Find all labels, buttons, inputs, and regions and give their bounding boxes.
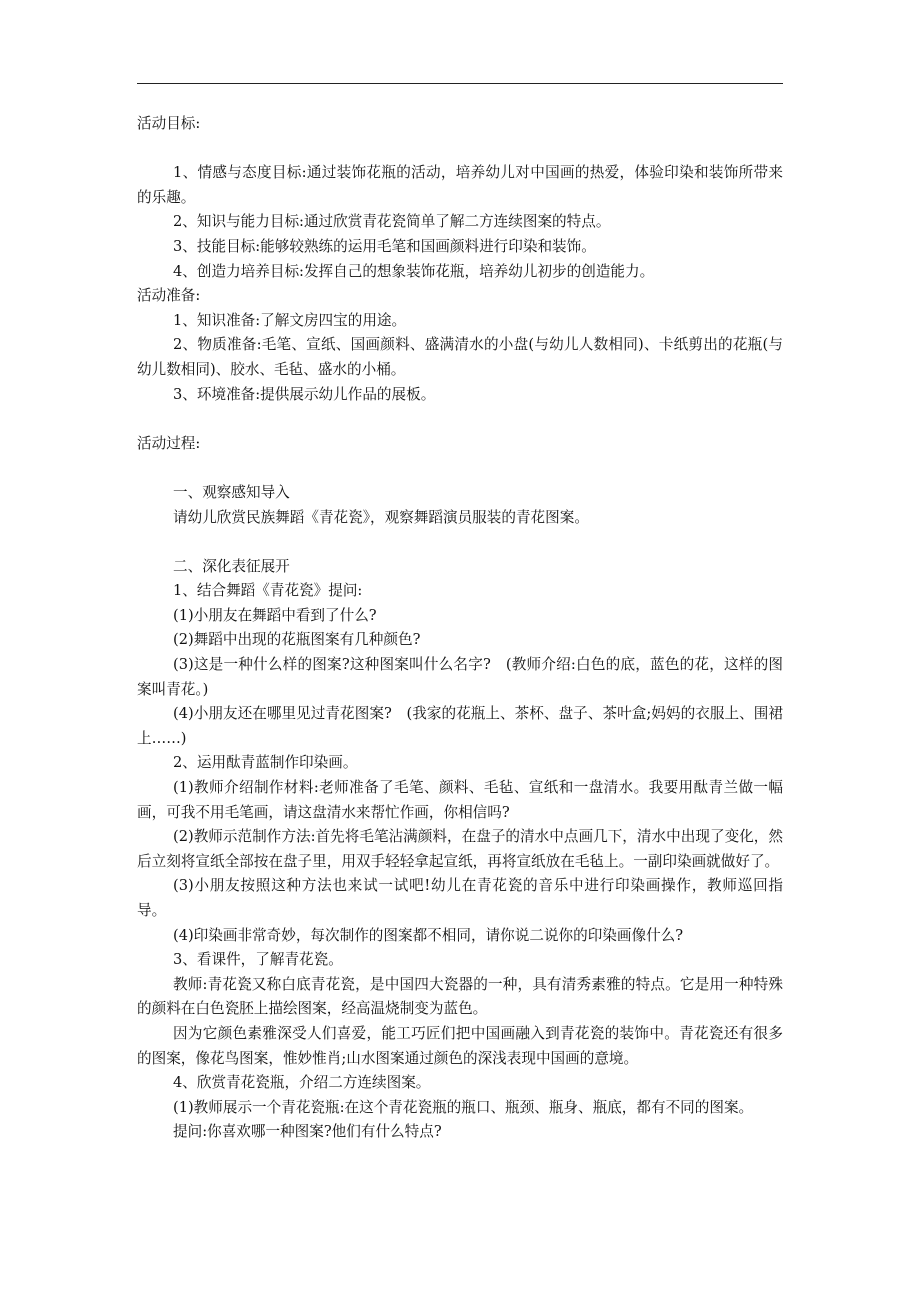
paragraph: (1)教师介绍制作材料:老师准备了毛笔、颜料、毛毡、宣纸和一盘清水。我要用酞青兰做一幅画，可我不用毛笔画，请这盘清水来帮忙作画，你相信吗? (137, 779, 783, 821)
goal-item: 2、知识与能力目标:通过欣赏青花瓷简单了解二方连续图案的特点。 (173, 213, 611, 231)
prep-item: 1、知识准备:了解文房四宝的用途。 (173, 311, 407, 329)
sub-heading: 2、运用酞青蓝制作印染画。 (173, 754, 358, 772)
question-item: (1)小朋友在舞蹈中看到了什么? (173, 606, 377, 624)
prep-item: 3、环境准备:提供展示幼儿作品的展板。 (173, 385, 436, 403)
sub-heading: 4、欣赏青花瓷瓶，介绍二方连续图案。 (173, 1074, 431, 1092)
prep-item: 2、物质准备:毛笔、宣纸、国画颜料、盛满清水的小盘(与幼儿人数相同)、卡纸剪出的花瓶(与幼儿数相同)、胶水、毛毡、盛水的小桶。 (137, 336, 783, 378)
section-heading-goals: 活动目标: (137, 115, 201, 132)
paragraph: (1)教师展示一个青花瓷瓶:在这个青花瓷瓶的瓶口、瓶颈、瓶身、瓶底，都有不同的图案。 (173, 1098, 754, 1116)
goal-item: 1、情感与态度目标:通过装饰花瓶的活动，培养幼儿对中国画的热爱，体验印染和装饰所带来的乐趣。 (137, 164, 783, 206)
section-heading-preparation: 活动准备: (137, 287, 201, 305)
question-item: (2)舞蹈中出现的花瓶图案有几种颜色? (173, 631, 421, 649)
paragraph: 请幼儿欣赏民族舞蹈《青花瓷》，观察舞蹈演员服装的青花图案。 (173, 508, 589, 526)
goal-item: 3、技能目标:能够较熟练的运用毛笔和国画颜料进行印染和装饰。 (173, 237, 596, 255)
paragraph: 因为它颜色素雅深受人们喜爱，能工巧匠们把中国画融入到青花瓷的装饰中。青花瓷还有很多的图案，像花鸟图案，惟妙惟肖;山水图案通过颜色的深浅表现中国画的意境。 (137, 1024, 783, 1067)
paragraph: (2)教师示范制作方法:首先将毛笔沾满颜料，在盘子的清水中点画几下，清水中出现了变化，然后立刻将宣纸全部按在盘子里，用双手轻轻拿起宣纸，再将宣纸放在毛毡上。一副印染画就做好了。 (137, 828, 783, 870)
document-body (137, 112, 783, 1145)
paragraph: 提问:你喜欢哪一种图案?他们有什么特点? (173, 1123, 442, 1141)
paragraph: 教师:青花瓷又称白底青花瓷，是中国四大瓷器的一种，具有清秀素雅的特点。它是用一种特殊的颜料在白色瓷胚上描绘图案，经高温烧制变为蓝色。 (137, 975, 783, 1018)
sub-heading: 1、结合舞蹈《青花瓷》提问: (173, 582, 363, 600)
question-item: (4)小朋友还在哪里见过青花图案? (我家的花瓶上、茶杯、盘子、茶叶盒;妈妈的衣服上、围裙上……) (137, 705, 783, 747)
step-heading: 一、观察感知导入 (173, 483, 290, 501)
step-heading: 二、深化表征展开 (173, 557, 290, 575)
goal-item: 4、创造力培养目标:发挥自己的想象装饰花瓶，培养幼儿初步的创造能力。 (173, 262, 655, 280)
section-heading-process: 活动过程: (137, 434, 201, 452)
paragraph: (3)小朋友按照这种方法也来试一试吧!幼儿在青花瓷的音乐中进行印染画操作，教师巡回指导。 (137, 877, 783, 919)
question-item: (3)这是一种什么样的图案?这种图案叫什么名字? (教师介绍:白色的底，蓝色的花，这样的图案叫青花。) (137, 656, 783, 698)
sub-heading: 3、看课件，了解青花瓷。 (173, 951, 343, 969)
paragraph: (4)印染画非常奇妙，每次制作的图案都不相同，请你说二说你的印染画像什么? (173, 926, 684, 944)
header-rule (137, 83, 783, 84)
